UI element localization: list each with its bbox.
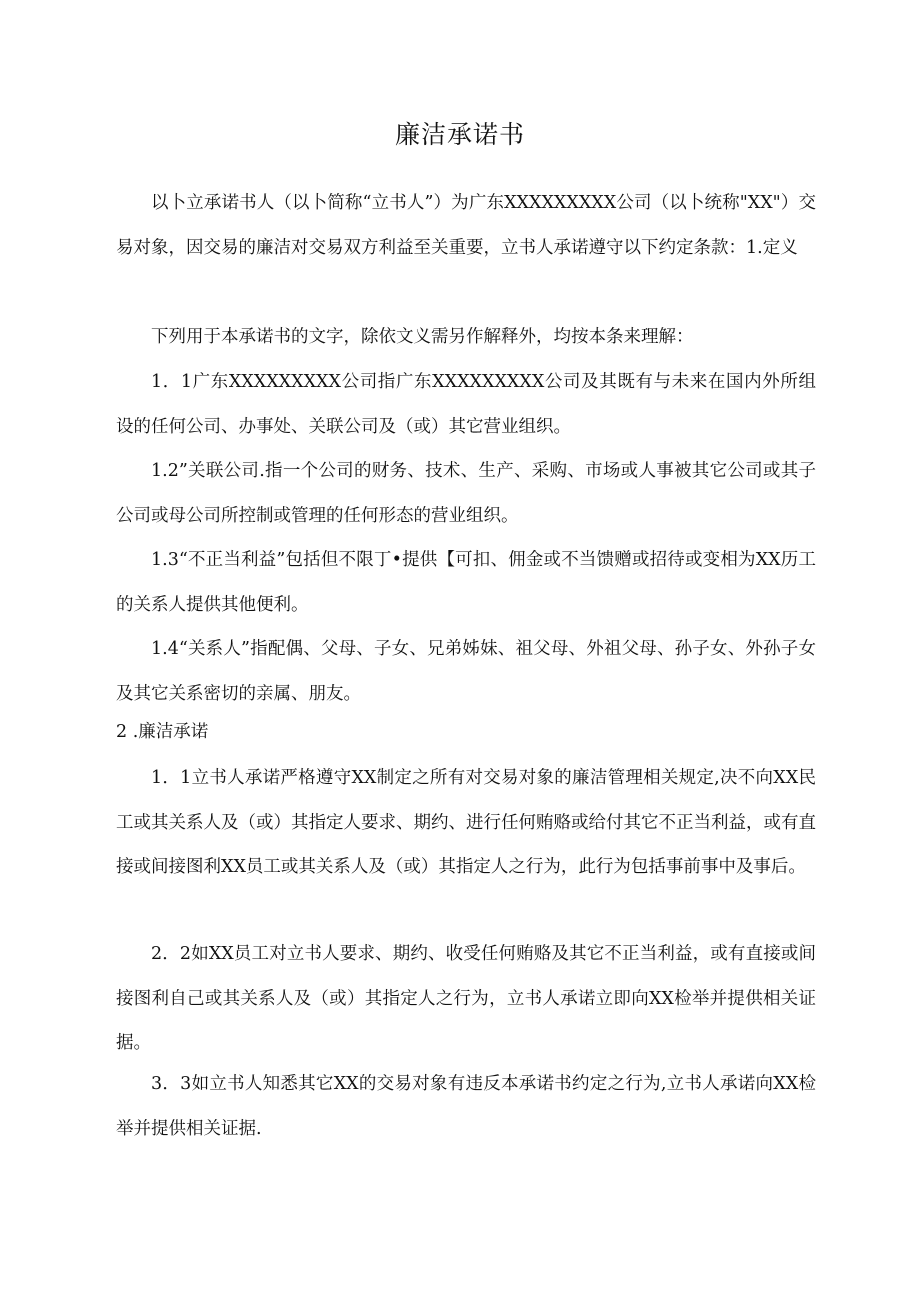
definition-1-2-paragraph: 1.2”关联公司.指一个公司的财务、技术、生产、采购、市场或人事被其它公司或其子公司或母公司所控制或管理的任何形态的营业组织。	[116, 461, 816, 526]
definition-1-4-paragraph: 1.4“关系人”指配偶、父母、子女、兄弟姊妹、祖父母、外祖父母、孙子女、外孙子女及其它关系密切的亲属、朋友。	[116, 639, 816, 704]
section-2-heading: 2 .廉洁承诺	[116, 722, 209, 742]
definition-1-1-paragraph: 1．1广东XXXXXXXXX公司指广东XXXXXXXXX公司及其既有与未来在国内外所组设的任何公司、办事处、关联公司及（或）其它营业组织。	[116, 372, 816, 437]
promise-1-paragraph: 1．1立书人承诺严格遵守XX制定之所有对交易对象的廉洁管理相关规定,决不向XX民工或其关系人及（或）其指定人要求、期约、进行任何贿赂或给付其它不正当利益，或有直接或间接图利XX员工或其关系人及（或）其指定人之行为，此行为包括事前事中及事后。	[116, 768, 816, 877]
promise-3-paragraph: 3．3如立书人知悉其它XX的交易对象有违反本承诺书约定之行为,立书人承诺向XX检举并提供相关证据.	[116, 1074, 816, 1139]
intro-paragraph: 以卜立承诺书人（以卜简称“立书人”）为广东XXXXXXXXX公司（以卜统称"XX"）交易对象，因交易的廉洁对交易双方利益至关重要，立书人承诺遵守以下约定条款：1.定义	[116, 193, 816, 258]
document-title: 廉洁承诺书	[394, 120, 525, 149]
definition-lead-paragraph: 下列用于本承诺书的文字，除依文义需另作解释外，均按本条来理解：	[151, 327, 694, 347]
promise-2-paragraph: 2．2如XX员工对立书人要求、期约、收受任何贿赂及其它不正当利益，或有直接或间接图利自己或其关系人及（或）其指定人之行为，立书人承诺立即向XX检举并提供相关证据。	[116, 944, 816, 1053]
definition-1-3-paragraph: 1.3“不正当利益”包括但不限丁•提供【可扣、佣金或不当馈赠或招待或变相为XX历工的关系人提供其他便利。	[116, 550, 816, 615]
